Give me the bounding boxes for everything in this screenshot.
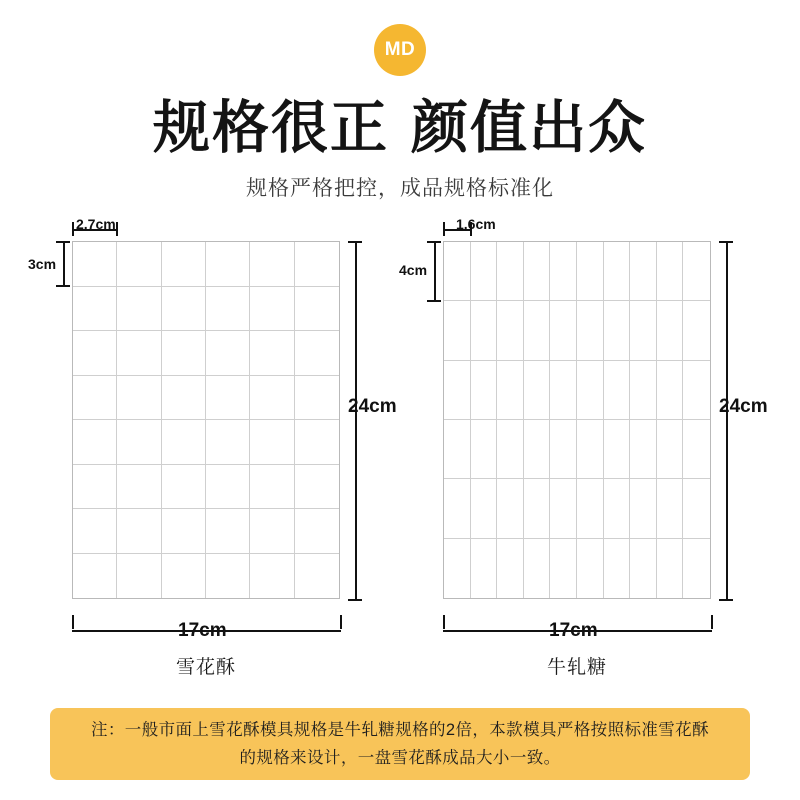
mold-cell	[162, 242, 206, 287]
tick-total-width-right-2	[711, 615, 713, 629]
mold-cell	[524, 539, 551, 598]
mold-cell	[577, 479, 604, 538]
mold-cell	[630, 479, 657, 538]
mold-cell	[444, 242, 471, 301]
tick-cell-height-line-2	[434, 241, 436, 301]
mold-cell	[604, 242, 631, 301]
mold-cell	[250, 420, 294, 465]
mold-cell	[73, 331, 117, 376]
mold-cell	[630, 539, 657, 598]
page-title-part1: 规格很正	[153, 94, 389, 161]
mold-cell	[206, 465, 250, 510]
mold-cell	[295, 465, 339, 510]
mold-cell	[630, 242, 657, 301]
mold-cell	[471, 420, 498, 479]
brand-badge-label: MD	[384, 39, 416, 60]
note-banner	[50, 708, 750, 780]
mold-cell	[630, 361, 657, 420]
mold-cell	[471, 539, 498, 598]
mold-cell	[550, 479, 577, 538]
mold-cell	[295, 287, 339, 332]
mold-cell	[206, 420, 250, 465]
mold-cell	[250, 554, 294, 599]
mold-cell	[630, 301, 657, 360]
mold-cell	[117, 420, 161, 465]
mold-cell	[524, 361, 551, 420]
mold-cell	[250, 509, 294, 554]
mold-cell	[250, 376, 294, 421]
mold-cell	[524, 242, 551, 301]
mold-cell	[497, 479, 524, 538]
mold-cell	[550, 420, 577, 479]
mold-cell	[683, 301, 710, 360]
mold-cell	[117, 376, 161, 421]
page-title	[0, 82, 800, 164]
label-total-height-2: 24cm	[719, 396, 768, 417]
mold-cell	[73, 554, 117, 599]
mold-cell	[550, 242, 577, 301]
mold-cell	[524, 420, 551, 479]
mold-cell	[162, 465, 206, 510]
tick-total-height-bottom-2	[719, 599, 733, 601]
mold-cell	[604, 420, 631, 479]
mold-cell	[73, 242, 117, 287]
mold-cell	[117, 554, 161, 599]
mold-cell	[162, 554, 206, 599]
mold-cell	[657, 361, 684, 420]
mold-cell	[683, 420, 710, 479]
mold-cell	[577, 420, 604, 479]
mold-cell	[250, 287, 294, 332]
mold-cell	[604, 539, 631, 598]
mold-cell	[162, 420, 206, 465]
mold-cell	[683, 242, 710, 301]
mold-cell	[73, 376, 117, 421]
mold-cell	[657, 539, 684, 598]
mold-cell	[604, 301, 631, 360]
mold-cell	[162, 376, 206, 421]
mold-cell	[524, 301, 551, 360]
mold-cell	[206, 331, 250, 376]
tick-total-height-line-1	[355, 241, 357, 599]
mold-cell	[206, 554, 250, 599]
mold-cell	[73, 287, 117, 332]
mold-cell	[471, 361, 498, 420]
note-line-2: 的规格来设计，一盘雪花酥成品大小一致。	[239, 749, 561, 767]
mold-cell	[577, 361, 604, 420]
label-total-width-1: 17cm	[178, 620, 227, 641]
mold-cell	[577, 301, 604, 360]
mold-grid-nougat	[443, 241, 711, 599]
mold-cell	[250, 331, 294, 376]
label-cell-width-2: 1.6cm	[456, 216, 496, 232]
label-total-height-1: 24cm	[348, 396, 397, 417]
mold-cell	[295, 420, 339, 465]
mold-cell	[497, 242, 524, 301]
tick-total-width-left-1	[72, 615, 74, 629]
mold-cell	[471, 479, 498, 538]
mold-cell	[604, 479, 631, 538]
note-line-1: 注：一般市面上雪花酥模具规格是牛轧糖规格的2倍，本款模具严格按照标准雪花酥	[91, 720, 709, 739]
mold-cell	[206, 376, 250, 421]
label-cell-width-1: 2.7cm	[76, 216, 116, 232]
mold-cell	[117, 465, 161, 510]
mold-cell	[577, 539, 604, 598]
mold-cell	[683, 361, 710, 420]
caption-snowflake-crisp: 雪花酥	[175, 657, 236, 678]
mold-cell	[444, 301, 471, 360]
mold-cell	[117, 509, 161, 554]
mold-cell	[206, 509, 250, 554]
mold-cell	[497, 301, 524, 360]
mold-cell	[444, 539, 471, 598]
mold-cell	[683, 479, 710, 538]
tick-total-width-left-2	[443, 615, 445, 629]
mold-cell	[657, 242, 684, 301]
mold-cell	[162, 287, 206, 332]
mold-cell	[497, 539, 524, 598]
mold-cell	[250, 465, 294, 510]
label-total-width-2: 17cm	[549, 620, 598, 641]
mold-cell	[497, 420, 524, 479]
mold-grid-snowflake-crisp	[72, 241, 340, 599]
mold-cell	[250, 242, 294, 287]
mold-cell	[73, 420, 117, 465]
tick-cell-height-line-1	[63, 241, 65, 286]
mold-cell	[497, 361, 524, 420]
mold-cell	[444, 361, 471, 420]
mold-cell	[604, 361, 631, 420]
mold-cell	[295, 331, 339, 376]
mold-cell	[73, 465, 117, 510]
mold-cell	[471, 242, 498, 301]
mold-cell	[683, 539, 710, 598]
mold-cell	[117, 242, 161, 287]
mold-cell	[630, 420, 657, 479]
mold-cell	[550, 539, 577, 598]
label-cell-height-2: 4cm	[399, 262, 428, 278]
mold-cell	[162, 331, 206, 376]
mold-cell	[295, 376, 339, 421]
mold-cell	[162, 509, 206, 554]
mold-cell	[550, 301, 577, 360]
mold-cell	[117, 287, 161, 332]
brand-badge	[374, 24, 426, 76]
mold-cell	[444, 479, 471, 538]
mold-cell	[295, 509, 339, 554]
tick-total-width-right-1	[340, 615, 342, 629]
note-text	[73, 716, 727, 772]
label-cell-height-1: 3cm	[28, 256, 57, 272]
mold-cell	[657, 301, 684, 360]
mold-cell	[657, 420, 684, 479]
mold-cell	[444, 420, 471, 479]
mold-cell	[524, 479, 551, 538]
mold-cell	[550, 361, 577, 420]
mold-cell	[206, 242, 250, 287]
page-subtitle: 规格严格把控，成品规格标准化	[246, 177, 554, 200]
mold-cell	[117, 331, 161, 376]
mold-cell	[206, 287, 250, 332]
mold-cell	[577, 242, 604, 301]
mold-cell	[471, 301, 498, 360]
caption-nougat: 牛轧糖	[546, 657, 607, 678]
mold-cell	[295, 554, 339, 599]
mold-cell	[657, 479, 684, 538]
page-title-part2: 颜值出众	[411, 94, 647, 161]
tick-total-height-line-2	[726, 241, 728, 599]
tick-total-height-bottom-1	[348, 599, 362, 601]
mold-cell	[73, 509, 117, 554]
mold-cell	[295, 242, 339, 287]
